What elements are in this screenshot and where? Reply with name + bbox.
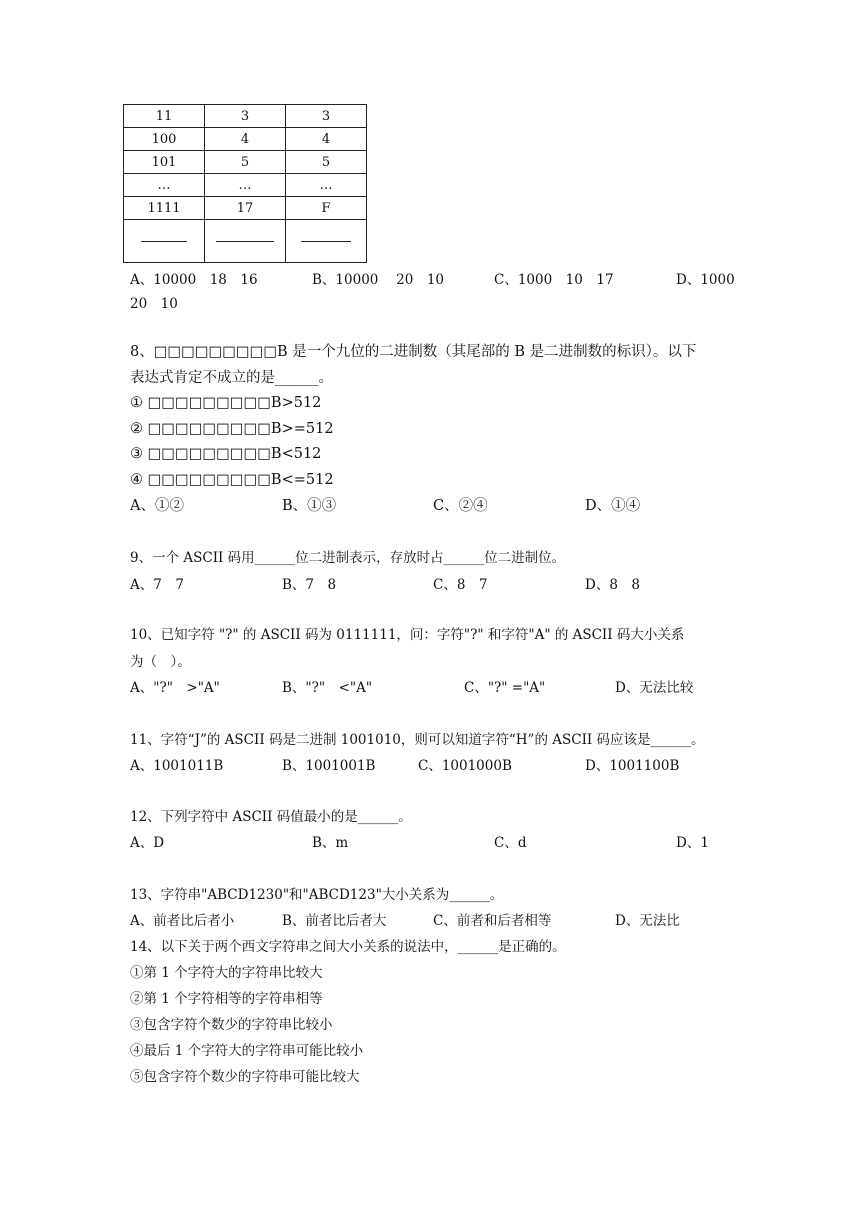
q13-stem: 13、字符串"ABCD1230"和"ABCD123"大小关系为______。 <box>130 887 504 903</box>
q14-item-4: ④最后 1 个字符大的字符串可能比较小 <box>130 1043 364 1059</box>
q14-item-3: ③包含字符个数少的字符串比较小 <box>130 1017 333 1033</box>
q10-stem-line2: 为（ ）。 <box>130 654 191 670</box>
q8-option-a: A、①② <box>130 498 184 514</box>
q10-option-c: C、"?" ="A" <box>464 680 546 696</box>
q7-option-a: A、10000 18 16 <box>130 272 258 288</box>
q14-stem: 14、以下关于两个西文字符串之间大小关系的说法中，______是正确的。 <box>130 939 566 955</box>
answer-blank-cell <box>286 220 367 263</box>
q7-option-d-cont: 20 10 <box>130 296 178 312</box>
q13-option-d: D、无法比 <box>615 913 680 929</box>
q10-stem-line1: 10、已知字符 "?" 的 ASCII 码为 0111111，问：字符"?" 和字符"A" 的 ASCII 码大小关系 <box>130 627 685 643</box>
q10-option-a: A、"?" >"A" <box>130 680 220 696</box>
q11-option-c: C、1001000B <box>418 758 512 774</box>
q12-option-a: A、D <box>130 835 165 851</box>
q8-option-b: B、①③ <box>282 498 337 514</box>
table-cell: 4 <box>205 128 286 151</box>
answer-blank-cell <box>124 220 205 263</box>
q14-item-2: ②第 1 个字符相等的字符串相等 <box>130 991 323 1007</box>
q9-option-a: A、7 7 <box>130 577 184 593</box>
table-row <box>124 174 367 197</box>
q12-stem: 12、下列字符中 ASCII 码值最小的是______。 <box>130 809 412 825</box>
q9-option-d: D、8 8 <box>585 577 641 593</box>
table-cell: 3 <box>286 105 367 128</box>
table-cell: … <box>205 174 286 197</box>
q12-option-b: B、m <box>312 835 349 851</box>
table-row <box>124 151 367 174</box>
q12-option-d: D、1 <box>676 835 709 851</box>
q7-option-d: D、1000 <box>676 272 735 288</box>
q8-item-3: ③ □□□□□□□□□B<512 <box>130 446 322 462</box>
q8-stem-line1: 8、□□□□□□□□□B 是一个九位的二进制数（其尾部的 B 是二进制数的标识）。以下 <box>130 344 697 360</box>
q11-option-d: D、1001100B <box>585 758 680 774</box>
q8-item-2: ② □□□□□□□□□B>=512 <box>130 421 334 437</box>
q7-option-b: B、10000 20 10 <box>312 272 445 288</box>
table-cell: 101 <box>124 151 205 174</box>
q11-stem: 11、字符“J”的 ASCII 码是二进制 1001010，则可以知道字符“H”的 ASCII 码应该是______。 <box>130 732 705 748</box>
answer-blank-line <box>141 240 187 242</box>
q13-option-a: A、前者比后者小 <box>130 913 235 929</box>
q9-stem: 9、一个 ASCII 码用______位二进制表示，存放时占______位二进制位。 <box>130 550 566 566</box>
table-cell: 100 <box>124 128 205 151</box>
table-cell: … <box>124 174 205 197</box>
table-row <box>124 105 367 128</box>
q11-option-b: B、1001001B <box>282 758 376 774</box>
table-row <box>124 197 367 220</box>
q14-item-1: ①第 1 个字符大的字符串比较大 <box>130 965 323 981</box>
q9-option-c: C、8 7 <box>433 577 488 593</box>
q10-option-d: D、无法比较 <box>615 680 694 696</box>
q8-option-d: D、①④ <box>585 498 641 514</box>
q8-stem-line2: 表达式肯定不成立的是______。 <box>130 370 333 386</box>
q13-option-c: C、前者和后者相等 <box>433 913 552 929</box>
table-cell: 5 <box>205 151 286 174</box>
table-cell: F <box>286 197 367 220</box>
answer-blank-line <box>301 240 351 242</box>
q11-option-a: A、1001011B <box>130 758 224 774</box>
q12-option-c: C、d <box>494 835 527 851</box>
table-cell: 17 <box>205 197 286 220</box>
answer-blank-line <box>216 240 274 242</box>
q13-option-b: B、前者比后者大 <box>282 913 387 929</box>
q8-option-c: C、②④ <box>433 498 488 514</box>
answer-blank-cell <box>205 220 286 263</box>
table-cell: 3 <box>205 105 286 128</box>
table-cell: 5 <box>286 151 367 174</box>
table-cell: … <box>286 174 367 197</box>
table-cell: 4 <box>286 128 367 151</box>
answer-blank-row <box>124 220 367 263</box>
table-row <box>124 128 367 151</box>
q8-item-4: ④ □□□□□□□□□B<=512 <box>130 472 334 488</box>
q10-option-b: B、"?" <"A" <box>282 680 373 696</box>
q14-item-5: ⑤包含字符个数少的字符串可能比较大 <box>130 1069 360 1085</box>
number-conversion-table <box>123 104 367 263</box>
q7-option-c: C、1000 10 17 <box>494 272 614 288</box>
table-cell: 11 <box>124 105 205 128</box>
q8-item-1: ① □□□□□□□□□B>512 <box>130 395 322 411</box>
table-cell: 1111 <box>124 197 205 220</box>
q9-option-b: B、7 8 <box>282 577 337 593</box>
